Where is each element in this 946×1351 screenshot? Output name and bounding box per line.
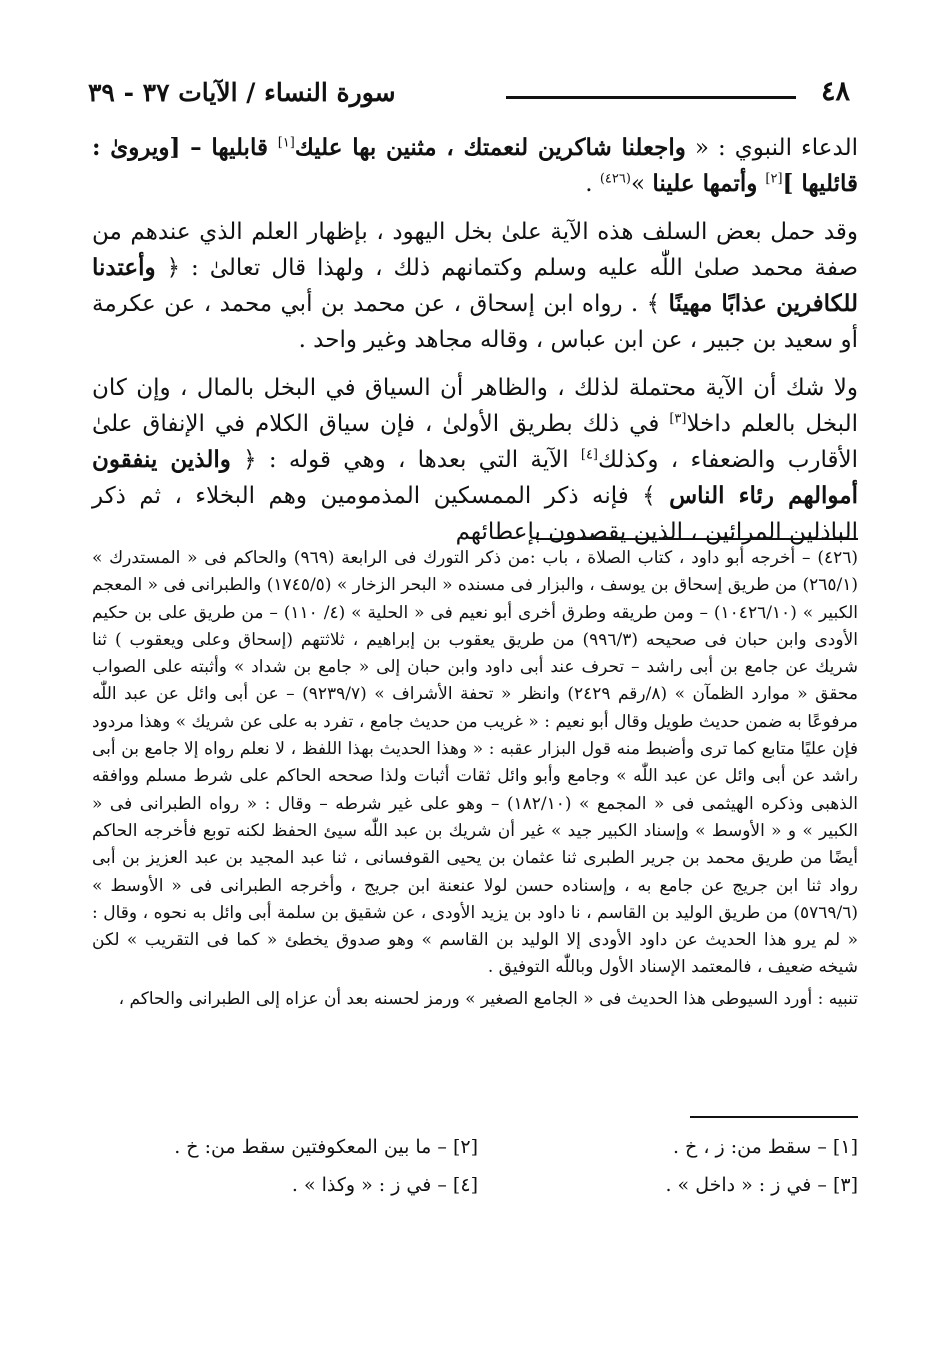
hadith-quote: وأتمها علينا [652,170,766,197]
footnote-section [92,545,858,1013]
variant-marker: [٤] [580,447,598,463]
paragraph-1 [92,130,858,202]
page-header [88,74,856,114]
hadith-quote: – [ويرویٰ : [92,134,212,161]
text-run: . [585,171,600,197]
main-text [92,130,858,550]
text-run: وقد حمل بعض السلف هذه الآية علىٰ بخل اليهود ، بإظهار العلم الذي عندهم من صفة محمد صلىٰ اللّٰه عليه وسلم وكتمانهم ذلك ، ولهذا قال تعالىٰ : ﴿ [92,219,858,281]
text-run: في ذلك بطريق الأولىٰ ، فإن سياق الكلام في الإنفاق علىٰ الأقارب والضعفاء ، وكذلك [92,411,858,473]
paragraph-3 [92,370,858,550]
header-rule [506,96,796,99]
variant-note-4: [٤] – في ز : « وكذا » . [291,1174,478,1196]
quran-quote: وأعتدنا للكافرين عذابًا مهينًا [92,254,858,317]
variant-note-2: [٢] – ما بين المعكوفتين سقط من: خ . [174,1136,478,1158]
paragraph-2 [92,214,858,358]
hadith-quote: واجعلنا شاكرين لنعمتك ، مثنين بها عليك [294,134,686,161]
variant-marker: [٣] [669,411,687,427]
variant-marker: [١] [277,135,295,151]
hadith-quote: ] [782,170,802,197]
text-run: الآية التي بعدها ، وهي قوله : ﴿ [230,447,581,473]
footnote-marker: (٤٢٦) [599,171,631,187]
page-number: ٤٨ [820,76,850,107]
hadith-quote: قائليها [801,170,858,197]
footnote-note: تنبيه : أورد السيوطى هذا الحديث فى « الجامع الصغير » ورمز لحسنه بعد أن عزاه إلى الطبرانى والحاكم ، [118,988,858,1009]
footnote-separator [536,538,858,540]
variant-note-3: [٣] – في ز : « داخل » . [665,1174,858,1196]
variant-marker: [٢] [765,171,783,187]
hadith-quote: قابليها [211,134,278,161]
text-run: ﴾ . رواه ابن إسحاق ، عن محمد بن أبي محمد ، عن عكرمة أو سعيد بن جبير ، عن ابن عباس ، وقاله مجاهد وغير واحد . [92,291,858,353]
text-run: ﴾ فإنه ذكر الممسكين المذمومين وهم البخلاء ، ثم ذكر الباذلين المرائين ، الذين يقصدون بإعطائهم [92,483,858,545]
variants-separator [690,1116,858,1118]
text-run: » [630,171,653,197]
quran-quote: والذين ينفقون أموالهم رئاء الناس [92,446,858,509]
footnote-426: (٤٢٦) – أخرجه أبو داود ، كتاب الصلاة ، باب :من ذكر التورك فى الرابعة (٩٦٩) والحاكم فى « المستدرك » (٢٦٥/١) من طريق إسحاق بن يوسف ، والبزار فى مسنده « البحر الزخار » (١٧٤٥/٥) والطبرانى فى « المعجم الكبير » (١٠٤٢٦/١٠) – ومن طريقه وطرق أخرى أبو نعيم فى « الحلية » (٤/ ١١٠) – من طريق على بن حكيم الأودى وابن حبان فى صحيحه (٩٩٦/٣) من طريق يعقوب بن إبراهيم ، ثلاثتهم (إسحاق وعلى ويعقوب ) ثنا شريك عن جامع بن أبى راشد – تحرف عند أبى داود وابن حبان إلى « جامع بن شداد » وأثبته على الصواب محقق « موارد الظمآن » (٨/رقم ٢٤٢٩) وانظر « تحفة الأشراف » (٩٢٣٩/٧) – عن أبى وائل عن عبد اللّٰه مرفوعًا به ضمن حديث طويل وقال أبو نعيم : « غريب من حديث جامع ، تفرد به على عن شريك » وهذا مردود فإن عليًا متابع كما ترى وأضبط منه قول البزار عقبه : « وهذا الحديث بهذا اللفظ ، لا نعلم رواه إلا جامع بن أبى راشد عن أبى وائل عن عبد اللّٰه » وجامع وأبو وائل ثقات أثبات ولذا صححه الحاكم على شرط مسلم ووافقه الذهبى وذكره الهيثمى فى « المجمع » (١٨٢/١٠) – وهو على غير شرطه – وقال : « رواه الطبرانى فى « الكبير » و « الأوسط » وإسناد الكبير جيد » غير أن شريك بن عبد اللّٰه سيئ الحفظ لكنه توبع فأخرجه الحاكم أيضًا من طريق محمد بن جرير الطبرى ثنا عثمان بن يحيى القوفسانى ، ثنا عبد المجيد بن عبد العزيز بن أبى رواد ثنا ابن جريج عن جامع به ، وإسناده حسن لولا عنعنة ابن جريج ، وأخرجه الطبرانى فى « الأوسط » (٥٧٦٩/٦) من طريق الوليد بن القاسم ، نا داود بن يزيد الأودى ، عن شقيق بن سلمة أبى وائل به نحوه ، وقال : « لم يرو هذا الحديث عن داود الأودى إلا الوليد بن القاسم » وهو صدوق يخطئ « كما فى التقريب » لكن شيخه ضعيف ، فالمعتمد الإسناد الأول وباللّٰه التوفيق . [92,548,859,978]
variant-note-1: [١] – سقط من: ز ، خ . [672,1136,858,1158]
text-run: ولا شك أن الآية محتملة لذلك ، والظاهر أن السياق في البخل بالمال ، وإن كان البخل بالعلم داخلا [92,375,859,437]
running-title: سورة النساء / الآيات ٣٧ - ٣٩ [88,78,396,107]
text-run: الدعاء النبوي : « [685,135,859,161]
